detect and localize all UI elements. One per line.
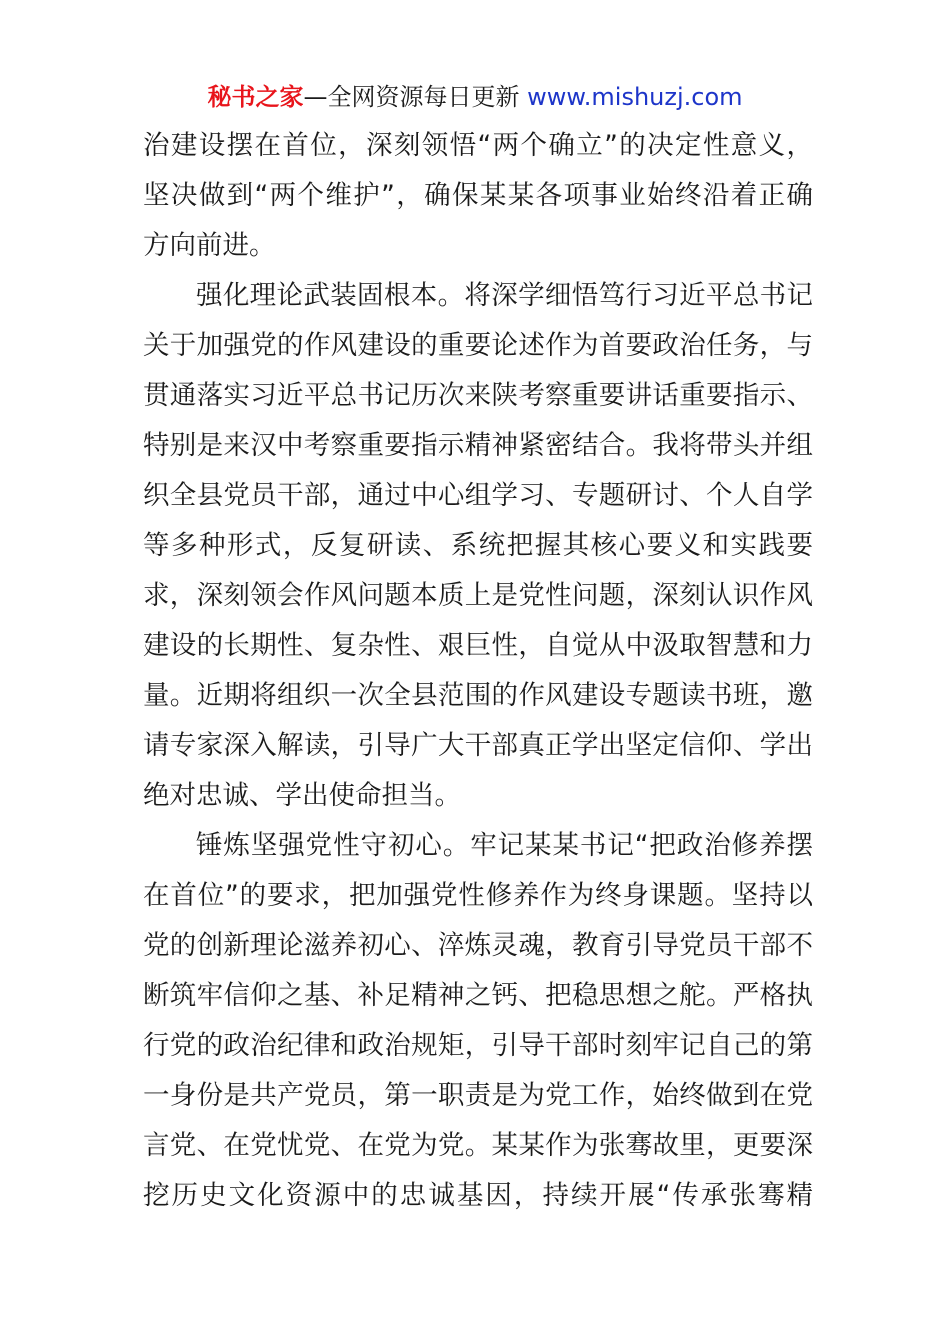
text-line: 量。近期将组织一次全县范围的作风建设专题读书班，邀: [143, 680, 813, 711]
text-line: 求，深刻领会作风问题本质上是党性问题，深刻认识作风: [143, 580, 813, 611]
paragraph-heading-line: 强化理论武装固根本。将深学细悟笃行习近平总书记: [196, 280, 813, 311]
text-line: 方向前进。: [143, 230, 276, 261]
text-line: 建设的长期性、复杂性、艰巨性，自觉从中汲取智慧和力: [143, 630, 813, 661]
text-line: 在首位”的要求，把加强党性修养作为终身课题。坚持以: [143, 880, 813, 911]
text-line: 一身份是共产党员，第一职责是为党工作，始终做到在党: [143, 1080, 813, 1111]
text-line: 等多种形式，反复研读、系统把握其核心要义和实践要: [143, 530, 813, 561]
paragraph-heading-line: 锤炼坚强党性守初心。牢记某某书记“把政治修养摆: [196, 830, 813, 861]
text-line: 断筑牢信仰之基、补足精神之钙、把稳思想之舵。严格执: [143, 980, 813, 1011]
text-line: 绝对忠诚、学出使命担当。: [143, 780, 461, 811]
text-line: 坚决做到“两个维护”，确保某某各项事业始终沿着正确: [143, 180, 813, 211]
text-line: 特别是来汉中考察重要指示精神紧密结合。我将带头并组: [143, 430, 813, 461]
text-line: 行党的政治纪律和政治规矩，引导干部时刻牢记自己的第: [143, 1030, 813, 1061]
site-header: [0, 80, 950, 114]
text-line: 关于加强党的作风建设的重要论述作为首要政治任务，与: [143, 330, 813, 361]
text-line: 言党、在党忧党、在党为党。某某作为张骞故里，更要深: [143, 1130, 813, 1161]
brand-name: 秘书之家: [207, 83, 304, 111]
site-url-link[interactable]: www.mishuzj.com: [519, 83, 743, 111]
header-tagline: —全网资源每日更新: [303, 83, 520, 111]
text-line: 织全县党员干部，通过中心组学习、专题研讨、个人自学: [143, 480, 813, 511]
text-line: 党的创新理论滋养初心、淬炼灵魂，教育引导党员干部不: [143, 930, 813, 961]
document-body: [143, 121, 813, 1221]
text-line: 挖历史文化资源中的忠诚基因，持续开展“传承张骞精: [143, 1180, 813, 1211]
text-line: 贯通落实习近平总书记历次来陕考察重要讲话重要指示、: [143, 380, 813, 411]
text-line: 请专家深入解读，引导广大干部真正学出坚定信仰、学出: [143, 730, 813, 761]
text-line: 治建设摆在首位，深刻领悟“两个确立”的决定性意义，: [143, 130, 813, 161]
